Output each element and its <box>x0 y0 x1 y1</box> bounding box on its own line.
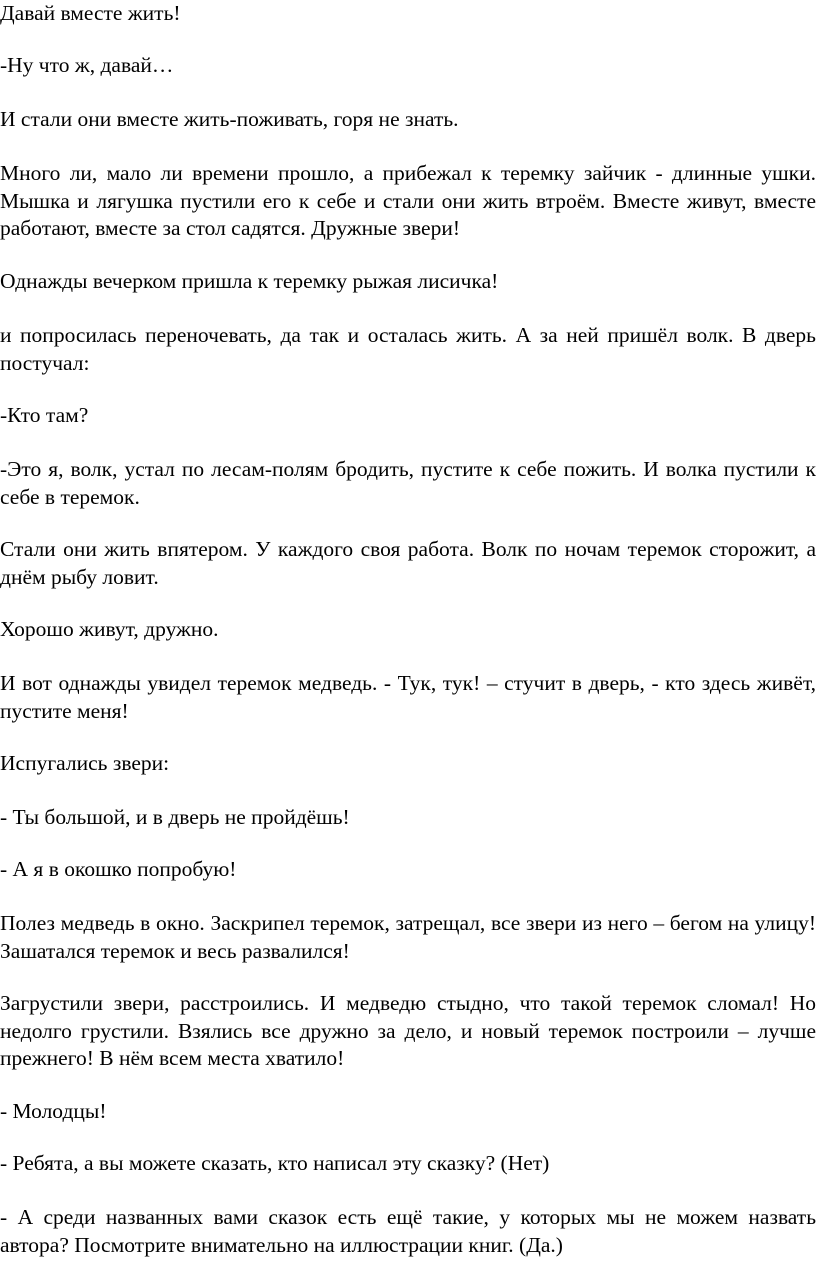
paragraph: Давай вместе жить! <box>0 1 181 25</box>
paragraph: - Ребята, а вы можете сказать, кто написал эту сказку? (Нет) <box>0 1151 550 1175</box>
paragraph: Хорошо живут, дружно. <box>0 617 219 641</box>
paragraph: - Ты большой, и в дверь не пройдёшь! <box>0 805 350 829</box>
paragraph: -Кто там? <box>0 403 89 427</box>
paragraph: - А среди названных вами сказок есть ещё такие, у которых мы не можем назвать автора? Посмотрите внимательно на иллюстрации книг. (Да.) <box>0 1205 816 1257</box>
paragraph: Испугались звери: <box>0 751 170 775</box>
paragraph: Однажды вечерком пришла к теремку рыжая лисичка! <box>0 269 499 293</box>
paragraph: Полез медведь в окно. Заскрипел теремок, затрещал, все звери из него – бегом на улицу! Зашатался теремок и весь развалился! <box>0 911 816 963</box>
paragraph: -Ну что ж, давай… <box>0 53 174 77</box>
paragraph: И вот однажды увидел теремок медведь. - Тук, тук! – стучит в дверь, - кто здесь живёт, пустите меня! <box>0 671 816 723</box>
paragraph: -Это я, волк, устал по лесам-полям бродить, пустите к себе пожить. И волка пустили к себе в теремок. <box>0 457 816 509</box>
paragraph: Много ли, мало ли времени прошло, а прибежал к теремку зайчик - длинные ушки. Мышка и лягушка пустили его к себе и стали они жить втроём. Вместе живут, вместе работают, вместе за стол садятся. Дружные звери! <box>0 161 816 240</box>
paragraph: Стали они жить впятером. У каждого своя работа. Волк по ночам теремок сторожит, а днём рыбу ловит. <box>0 537 816 589</box>
paragraph: И стали они вместе жить-поживать, горя не знать. <box>0 107 459 131</box>
paragraph: и попросилась переночевать, да так и осталась жить. А за ней пришёл волк. В дверь постучал: <box>0 323 816 375</box>
paragraph: Загрустили звери, расстроились. И медведю стыдно, что такой теремок сломал! Но недолго грустили. Взялись все дружно за дело, и новый теремок построили – лучше прежнего! В нём всем места хватило! <box>0 991 816 1070</box>
paragraph: - А я в окошко попробую! <box>0 857 237 881</box>
paragraph: - Молодцы! <box>0 1099 107 1123</box>
